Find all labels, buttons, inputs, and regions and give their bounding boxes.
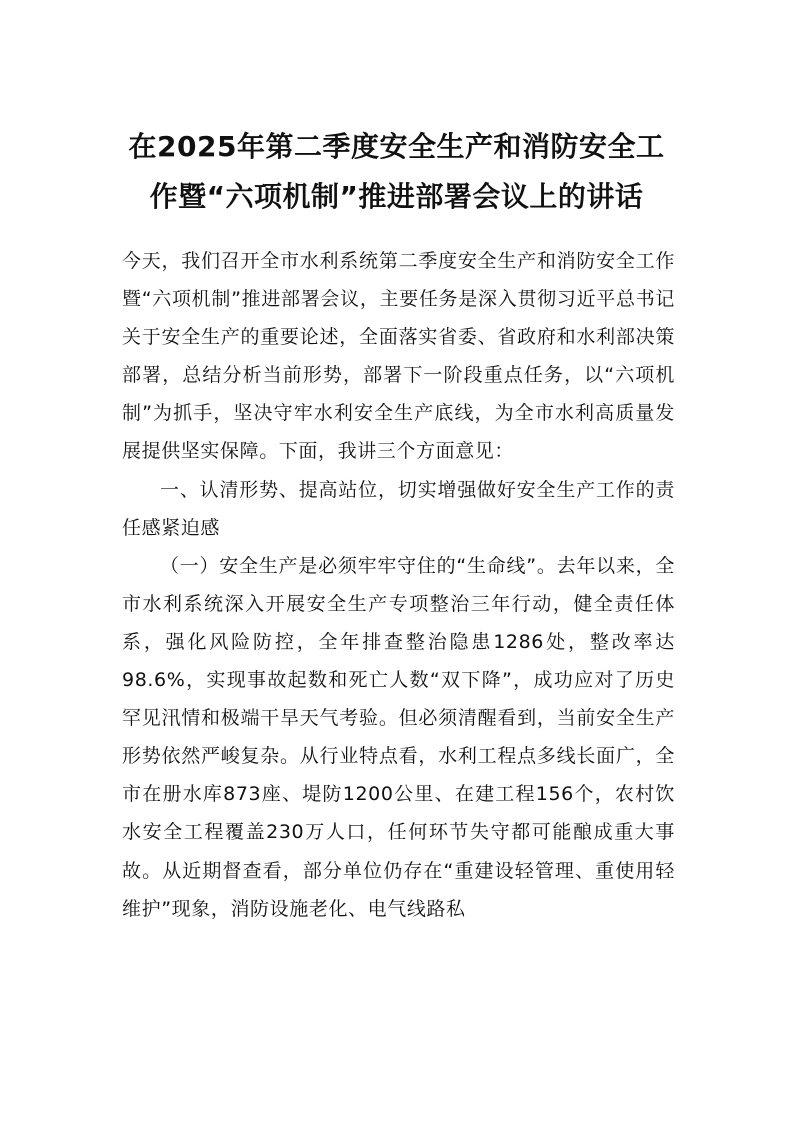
title-line-1: 在2025年第二季度安全生产和消防安全工 xyxy=(128,130,665,163)
section-heading-1: 一、认清形势、提高站位，切实增强做好安全生产工作的责任感紧迫感 xyxy=(122,478,675,539)
subsection-paragraph-1: （一）安全生产是必须牢牢守住的“生命线”。去年以来，全市水利系统深入开展安全生产专项整治三年行动，健全责任体系，强化风险防控，全年排查整治隐患1286处，整改率达98.6%，实现事故起数和死亡人数“双下降”，成功应对了历史罕见汛情和极端干旱天气考验。但必须清醒看到，当前安全生产形势依然严峻复杂。从行业特点看，水利工程点多线长面广，全市在册水库873座、堤防1200公里、在建工程156个，农村饮水安全工程覆盖230万人口，任何环节失守都可能酿成重大事故。从近期督查看，部分单位仍存在“重建设轻管理、重使用轻维护”现象，消防设施老化、电气线路私 xyxy=(122,554,675,920)
document-title xyxy=(100,122,693,222)
title-line-2: 作暨“六项机制”推进部署会议上的讲话 xyxy=(149,180,644,213)
intro-paragraph: 今天，我们召开全市水利系统第二季度安全生产和消防安全工作暨“六项机制”推进部署会议，主要任务是深入贯彻习近平总书记关于安全生产的重要论述，全面落实省委、省政府和水利部决策部署，总结分析当前形势，部署下一阶段重点任务，以“六项机制”为抓手，坚决守牢水利安全生产底线，为全市水利高质量发展提供坚实保障。下面，我讲三个方面意见： xyxy=(122,250,675,463)
document-body xyxy=(122,242,675,928)
